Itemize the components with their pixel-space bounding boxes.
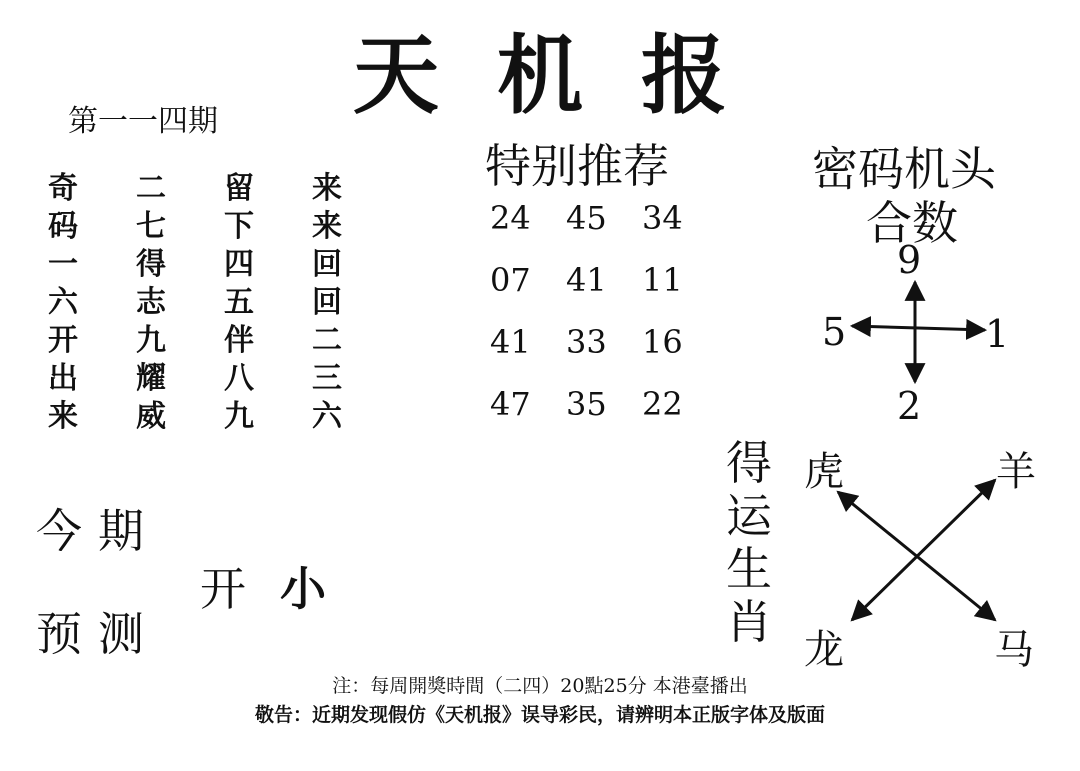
poem-char: 九 — [136, 323, 166, 358]
poem-char: 六 — [312, 399, 342, 434]
poem-char: 来 — [312, 171, 342, 206]
poem-char: 耀 — [136, 361, 166, 396]
zodiac-top-right: 羊 — [996, 449, 1036, 495]
recommend-number: 22 — [642, 385, 683, 423]
poem-char: 码 — [48, 209, 78, 244]
recommend-number: 34 — [642, 199, 683, 237]
recommend-number: 33 — [566, 323, 607, 361]
poem-char: 二 — [136, 171, 166, 206]
recommend-number: 16 — [642, 323, 683, 361]
poem-char: 九 — [224, 399, 254, 434]
poem-char: 八 — [224, 361, 254, 396]
poem-char: 奇 — [48, 171, 78, 206]
issue-number: 第一一四期 — [68, 104, 218, 139]
poem-char: 回 — [312, 247, 342, 282]
password-top: 9 — [897, 238, 922, 282]
poem-char: 开 — [48, 323, 78, 358]
schedule-note: 注：每周開獎時間（二四）20點25分 本港臺播出 — [332, 675, 748, 697]
poem-grid — [48, 172, 400, 434]
zodiac-vertical-title: 得运生肖 — [726, 436, 772, 649]
poem-char: 下 — [224, 209, 254, 244]
warning-note: 敬告：近期发现假仿《天机报》误导彩民，请辨明本正版字体及版面 — [254, 704, 825, 726]
poem-char: 威 — [136, 399, 166, 434]
poem-char: 出 — [48, 361, 78, 396]
recommend-number: 07 — [490, 261, 531, 299]
recommend-number: 35 — [566, 385, 607, 423]
zodiac-top-left: 虎 — [804, 449, 844, 495]
poem-char: 来 — [48, 399, 78, 434]
poem-char: 一 — [48, 247, 78, 282]
poem-char: 六 — [48, 285, 78, 320]
password-right: 1 — [985, 312, 1010, 356]
prediction-open: 开 — [200, 562, 280, 616]
prediction-result: 小 — [280, 562, 360, 616]
poem-char: 留 — [224, 171, 254, 206]
zodiac-bottom-left: 龙 — [804, 627, 844, 673]
poem-char: 三 — [312, 361, 342, 396]
page-title: 天机报 — [353, 25, 785, 126]
prediction-line2 — [200, 553, 360, 619]
password-bottom: 2 — [897, 384, 922, 428]
recommend-title: 特别推荐 — [485, 139, 669, 193]
recommend-number: 45 — [566, 199, 607, 237]
poem-char: 五 — [224, 285, 254, 320]
poem-char: 得 — [136, 247, 166, 282]
prediction-line1: 今期 — [36, 504, 160, 558]
poem-char: 二 — [312, 323, 342, 358]
password-left: 5 — [822, 310, 847, 354]
password-subtitle: 合数 — [866, 196, 958, 250]
poem-char: 七 — [136, 209, 166, 244]
recommend-number: 47 — [490, 385, 531, 423]
poem-char: 四 — [224, 247, 254, 282]
password-title: 密码机头 — [812, 142, 996, 196]
x-arrows-icon — [820, 470, 1020, 630]
poem-char: 回 — [312, 285, 342, 320]
recommend-number: 41 — [566, 261, 607, 299]
recommend-number: 11 — [642, 261, 683, 299]
poem-char: 伴 — [224, 323, 254, 358]
poem-char: 来 — [312, 209, 342, 244]
recommend-number: 41 — [490, 323, 531, 361]
recommend-number: 24 — [490, 199, 531, 237]
poem-char: 志 — [136, 285, 166, 320]
recommend-numbers — [490, 198, 718, 424]
prediction-line3: 预测 — [36, 607, 160, 661]
zodiac-bottom-right: 马 — [994, 627, 1034, 673]
